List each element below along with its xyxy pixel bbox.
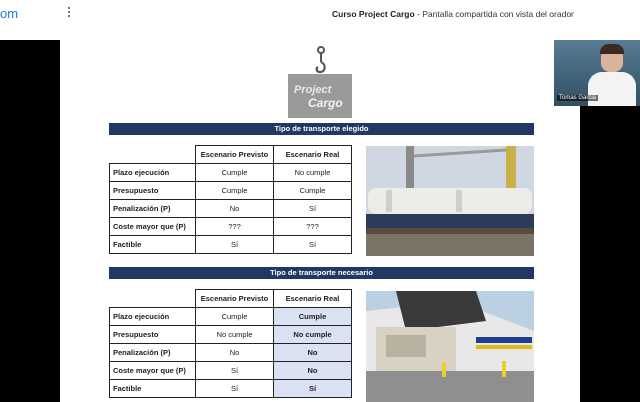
table-row [110,326,352,344]
logo-line2: Cargo [308,96,343,110]
cell-previsto: No [196,200,274,218]
row-label: Plazo ejecución [110,164,196,182]
cell-previsto: Cumple [196,182,274,200]
cell-previsto: ??? [196,218,274,236]
shared-slide [60,40,580,402]
speaker-webcam[interactable] [554,40,640,106]
row-label: Presupuesto [110,326,196,344]
cell-real: No cumple [274,164,352,182]
speaker-name: Tomas Garcia [559,95,597,101]
cell-real: Sí [274,380,352,398]
left-letterbox [0,40,60,402]
cell-previsto: Cumple [196,164,274,182]
row-label: Presupuesto [110,182,196,200]
cell-previsto: Sí [196,362,274,380]
section1-header: Tipo de transporte elegido [109,123,534,135]
window-title [332,9,574,19]
table-row [110,236,352,254]
table-row [110,182,352,200]
table-row [110,164,352,182]
table-row [110,344,352,362]
cell-real: No [274,344,352,362]
top-bar [0,0,640,40]
cell-real: Cumple [274,308,352,326]
cell-real: No [274,362,352,380]
cell-real: Cumple [274,182,352,200]
col-header: Escenario Real [274,290,352,308]
row-label: Penalización (P) [110,200,196,218]
cell-real: Sí [274,200,352,218]
cell-real: ??? [274,218,352,236]
row-label: Coste mayor que (P) [110,218,196,236]
window-title-bold: Curso Project Cargo [332,9,415,19]
project-cargo-logo [288,46,352,118]
row-label: Coste mayor que (P) [110,362,196,380]
table-row [110,380,352,398]
section1-table [109,145,352,254]
drag-handle-icon[interactable] [68,7,72,11]
table-row [110,362,352,380]
section2-header: Tipo de transporte necesario [109,267,534,279]
table-row [110,308,352,326]
cell-previsto: Sí [196,236,274,254]
section2-table [109,289,352,398]
cargo-rail-photo [366,146,534,256]
cell-previsto: Cumple [196,308,274,326]
cell-previsto: No [196,344,274,362]
cell-previsto: Sí [196,380,274,398]
crane-hook-icon [314,46,328,76]
cell-real: No cumple [274,326,352,344]
cargo-aircraft-photo [366,291,534,402]
window-title-rest: - Pantalla compartida con vista del orador [414,9,574,19]
cell-real: Sí [274,236,352,254]
table-corner [110,290,196,308]
col-header: Escenario Previsto [196,290,274,308]
cell-previsto: No cumple [196,326,274,344]
app-logo: om [0,6,19,21]
speaker-hair [600,44,624,54]
col-header: Escenario Real [274,146,352,164]
col-header: Escenario Previsto [196,146,274,164]
row-label: Penalización (P) [110,344,196,362]
row-label: Factible [110,380,196,398]
logo-line1: Project [294,84,332,96]
table-row [110,218,352,236]
row-label: Plazo ejecución [110,308,196,326]
row-label: Factible [110,236,196,254]
table-row [110,200,352,218]
table-corner [110,146,196,164]
